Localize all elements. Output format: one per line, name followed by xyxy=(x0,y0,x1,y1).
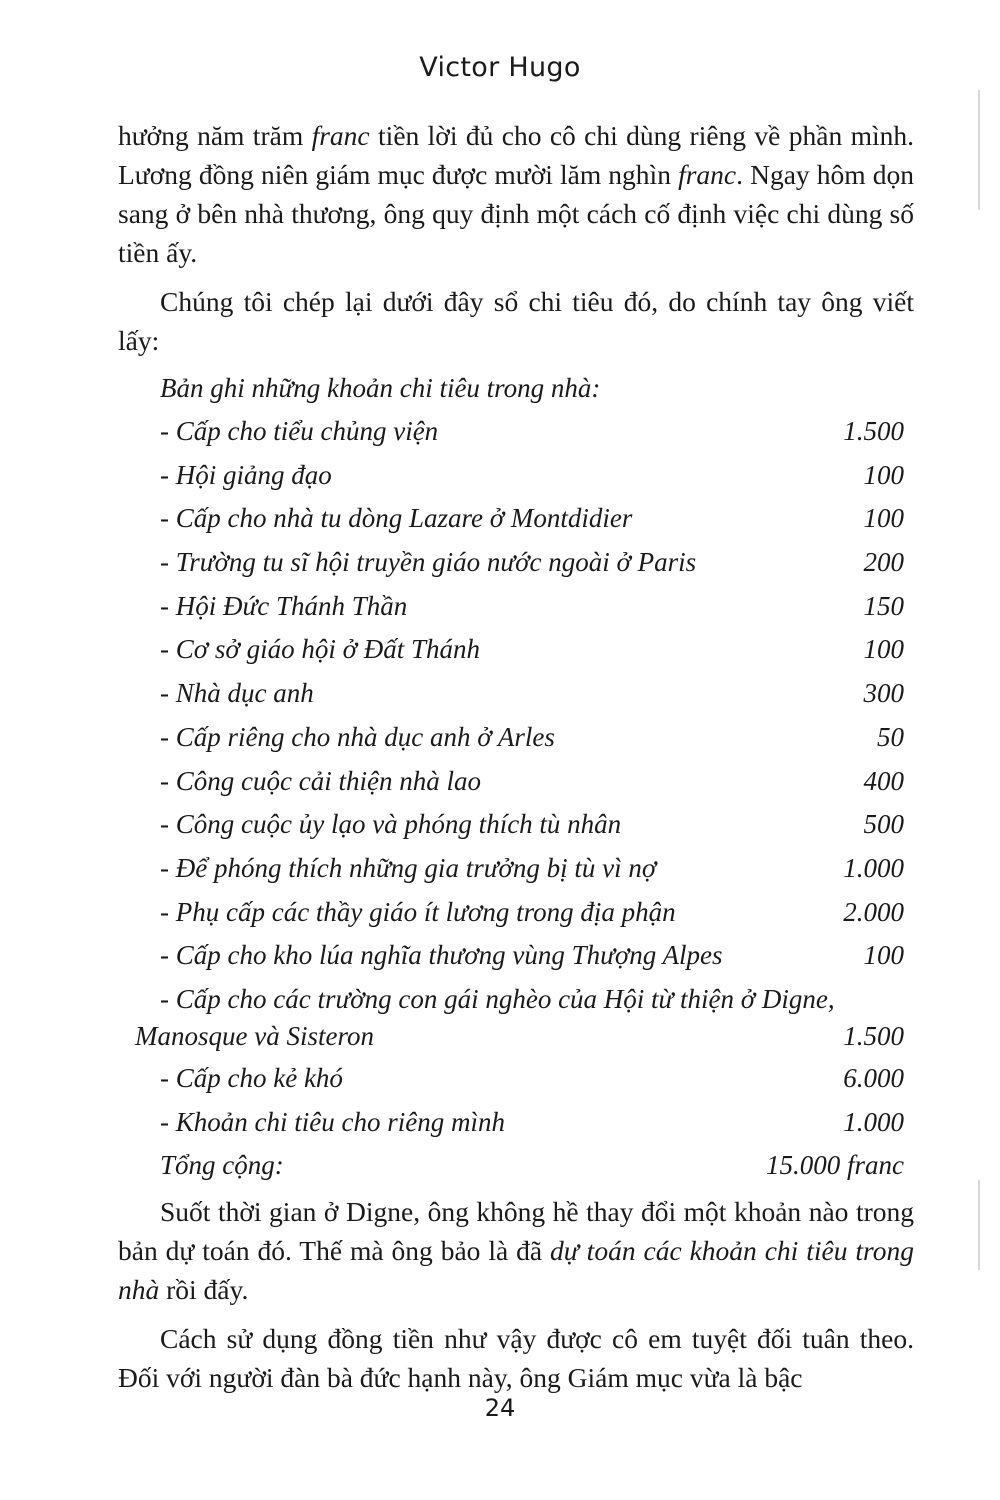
ledger-total-label: Tổng cộng: xyxy=(160,1150,284,1181)
ledger-row-amount: 1.500 xyxy=(843,1020,904,1051)
ledger-row-label: - Cấp cho tiểu chủng viện xyxy=(160,416,439,446)
ledger-row-label-line-2: Manosque và Sisteron xyxy=(135,1020,374,1051)
expense-ledger xyxy=(118,366,914,1188)
paragraph-3-part-b: dự toán các khoản chi tiêu trong nhà xyxy=(118,1235,914,1305)
paragraph-1-part-b: franc xyxy=(311,120,370,151)
ledger-row-amount: 1.000 xyxy=(843,1106,904,1137)
running-head: Victor Hugo xyxy=(419,52,581,83)
ledger-row-amount: 6.000 xyxy=(843,1062,904,1093)
ledger-row-amount: 100 xyxy=(863,940,904,971)
ledger-row xyxy=(118,497,914,541)
ledger-row-label: - Cấp cho kho lúa nghĩa thương vùng Thượng Alpes xyxy=(160,940,723,971)
ledger-row-amount: 400 xyxy=(863,765,904,796)
ledger-row-label: - Hội giảng đạo xyxy=(160,459,332,490)
ledger-row-amount: 1.000 xyxy=(843,852,904,883)
ledger-row-amount: 100 xyxy=(863,503,904,534)
ledger-row xyxy=(118,454,914,498)
ledger-row-label: - Cơ sở giáo hội ở Đất Thánh xyxy=(160,634,481,665)
page-number: 24 xyxy=(484,1394,516,1422)
ledger-row-label: - Công cuộc ủy lạo và phóng thích tù nhân xyxy=(160,809,622,840)
ledger-title: Bản ghi những khoản chi tiêu trong nhà: xyxy=(160,373,601,403)
ledger-row-label: - Phụ cấp các thầy giáo ít lương trong địa phận xyxy=(160,896,676,927)
paragraph-3-part-c: rồi đấy. xyxy=(159,1274,249,1305)
ledger-row xyxy=(118,716,914,760)
ledger-row xyxy=(118,410,914,454)
ledger-row xyxy=(118,760,914,804)
ledger-row-amount: 300 xyxy=(863,678,904,709)
ledger-row xyxy=(118,891,914,935)
ledger-total-row xyxy=(118,1144,914,1188)
paragraph-1-part-e: . Ngay hôm dọn sang ở bên nhà thương, ông quy định một cách cố định việc chi dùng số tiền ấy. xyxy=(118,159,914,268)
ledger-total-amount: 15.000 franc xyxy=(766,1150,904,1181)
paragraph-1-part-a: hưởng năm trăm xyxy=(118,120,312,151)
ledger-row xyxy=(118,803,914,847)
scan-edge-shadow xyxy=(978,90,980,210)
ledger-row-label: - Cấp riêng cho nhà dục anh ở Arles xyxy=(160,721,555,752)
ledger-row-amount: 1.500 xyxy=(843,416,904,446)
ledger-row-amount: 500 xyxy=(863,809,904,840)
ledger-row xyxy=(118,585,914,629)
paragraph-1-part-d: franc xyxy=(678,159,737,190)
paragraph-1-part-c: tiền lời đủ cho cô chi dùng riêng về phần mình. Lương đồng niên giám mục được mười lăm nghìn xyxy=(118,120,915,190)
ledger-row-amount: 150 xyxy=(863,590,904,621)
ledger-row-label: - Cấp cho nhà tu dòng Lazare ở Montdidier xyxy=(160,503,633,534)
ledger-row xyxy=(118,672,914,716)
ledger-row-amount: 100 xyxy=(863,459,904,490)
ledger-row-multiline xyxy=(118,978,914,1057)
paragraph-3 xyxy=(118,1192,914,1309)
ledger-row xyxy=(118,1101,914,1145)
ledger-row-amount: 2.000 xyxy=(843,896,904,927)
ledger-row-label: - Để phóng thích những gia trưởng bị tù vì nợ xyxy=(160,852,657,883)
ledger-row xyxy=(118,628,914,672)
ledger-row-label: - Công cuộc cải thiện nhà lao xyxy=(160,765,481,796)
ledger-row-second-line xyxy=(135,1018,904,1055)
ledger-row-label: - Nhà dục anh xyxy=(160,678,314,709)
paragraph-2: Chúng tôi chép lại dưới đây sổ chi tiêu đó, do chính tay ông viết lấy: xyxy=(118,286,914,356)
ledger-row xyxy=(118,934,914,978)
ledger-row xyxy=(118,847,914,891)
ledger-row-label: - Trường tu sĩ hội truyền giáo nước ngoài ở Paris xyxy=(160,547,697,578)
ledger-row-label: - Khoản chi tiêu cho riêng mình xyxy=(160,1106,505,1137)
ledger-row-label: - Hội Đức Thánh Thần xyxy=(160,590,408,621)
ledger-row xyxy=(118,541,914,585)
ledger-row xyxy=(118,1057,914,1101)
ledger-row-amount: 100 xyxy=(863,634,904,665)
ledger-row-label: - Cấp cho kẻ khó xyxy=(160,1062,343,1093)
scan-edge-shadow xyxy=(978,1180,980,1270)
ledger-row-label-line-1: - Cấp cho các trường con gái nghèo của Hội từ thiện ở Digne, xyxy=(160,983,835,1014)
ledger-row-amount: 50 xyxy=(877,721,904,752)
page-body xyxy=(118,116,914,1397)
paragraph-4: Cách sử dụng đồng tiền như vậy được cô em tuyệt đối tuân theo. Đối với người đàn bà đức hạnh này, ông Giám mục vừa là bậc xyxy=(118,1323,914,1393)
paragraph-1 xyxy=(118,116,914,272)
paragraph-3-part-a: Suốt thời gian ở Digne, ông không hề thay đổi một khoản nào trong bản dự toán đó. Thế mà ông bảo là đã xyxy=(118,1196,914,1266)
ledger-row-amount: 200 xyxy=(863,547,904,578)
